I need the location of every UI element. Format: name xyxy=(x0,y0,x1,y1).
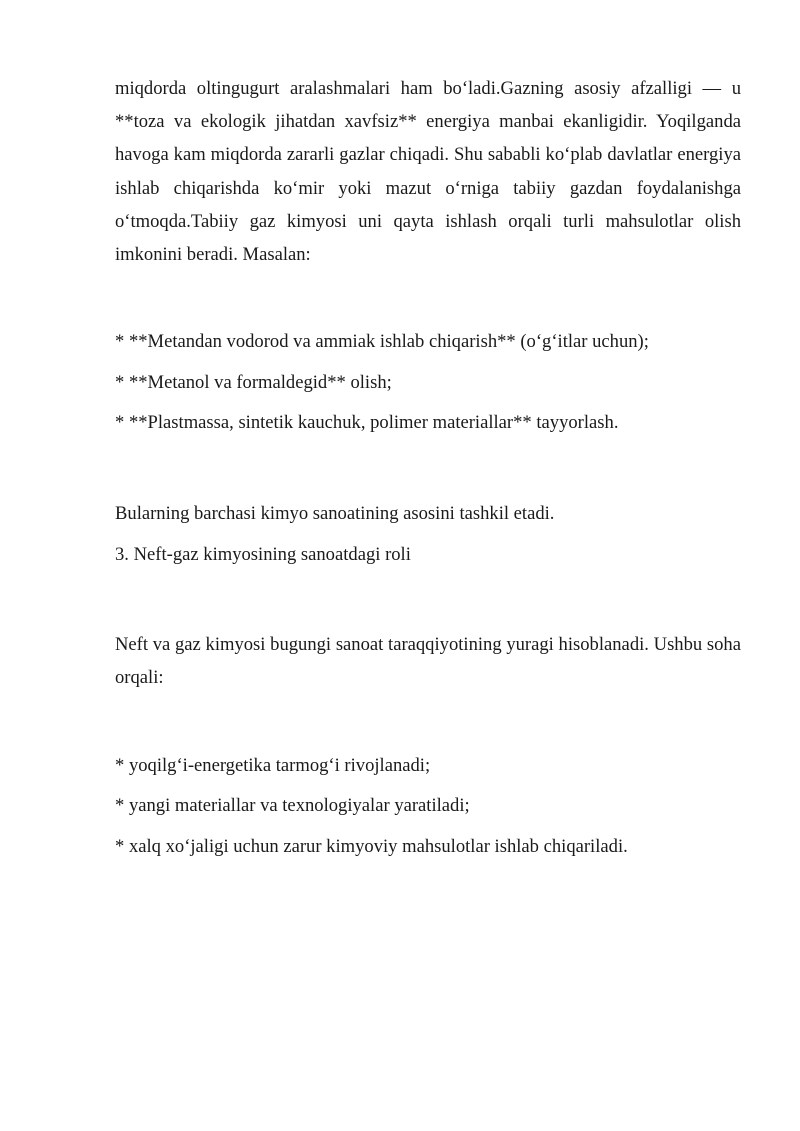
products-list xyxy=(115,325,741,447)
spacer xyxy=(115,447,741,497)
list-item: * **Plastmassa, sintetik kauchuk, polimer materiallar** tayyorlash. xyxy=(115,412,619,434)
spacer xyxy=(115,271,741,325)
list-item: * xalq xo‘jaligi uchun zarur kimyoviy mahsulotlar ishlab chiqariladi. xyxy=(115,835,628,857)
list-item: * **Metanol va formaldegid** olish; xyxy=(115,371,392,393)
page-content xyxy=(115,72,741,870)
intro-paragraph: miqdorda oltingugurt aralashmalari ham bo‘ladi.Gazning asosiy afzalligi — u **toza va ekologik jihatdan xavfsiz** energiya manbai ekanligidir. Yoqilganda havoga kam miqdorda zararli gazlar chiqadi. Shu sababli ko‘plab davlatlar energiya ishlab chiqarishda ko‘mir yoki mazut o‘rniga tabiiy gazdan foydalanishga o‘tmoqda.Tabiiy gaz kimyosi uni qayta ishlash orqali turli mahsulotlar olish imkonini beradi. Masalan: xyxy=(115,78,741,266)
list-item: * yoqilg‘i-energetika tarmog‘i rivojlanadi; xyxy=(115,754,431,776)
roles-list xyxy=(115,749,741,871)
section-heading: 3. Neft-gaz kimyosining sanoatdagi roli xyxy=(115,543,411,565)
summary-paragraph: Bularning barchasi kimyo sanoatining asosini tashkil etadi. xyxy=(115,503,555,524)
spacer xyxy=(115,695,741,749)
list-item: * **Metandan vodorod va ammiak ishlab chiqarish** (o‘g‘itlar uchun); xyxy=(115,331,649,353)
spacer xyxy=(115,578,741,628)
section-paragraph: Neft va gaz kimyosi bugungi sanoat taraqqiyotining yuragi hisoblanadi. Ushbu soha orqali: xyxy=(115,634,741,689)
list-item: * yangi materiallar va texnologiyalar yaratiladi; xyxy=(115,795,470,817)
